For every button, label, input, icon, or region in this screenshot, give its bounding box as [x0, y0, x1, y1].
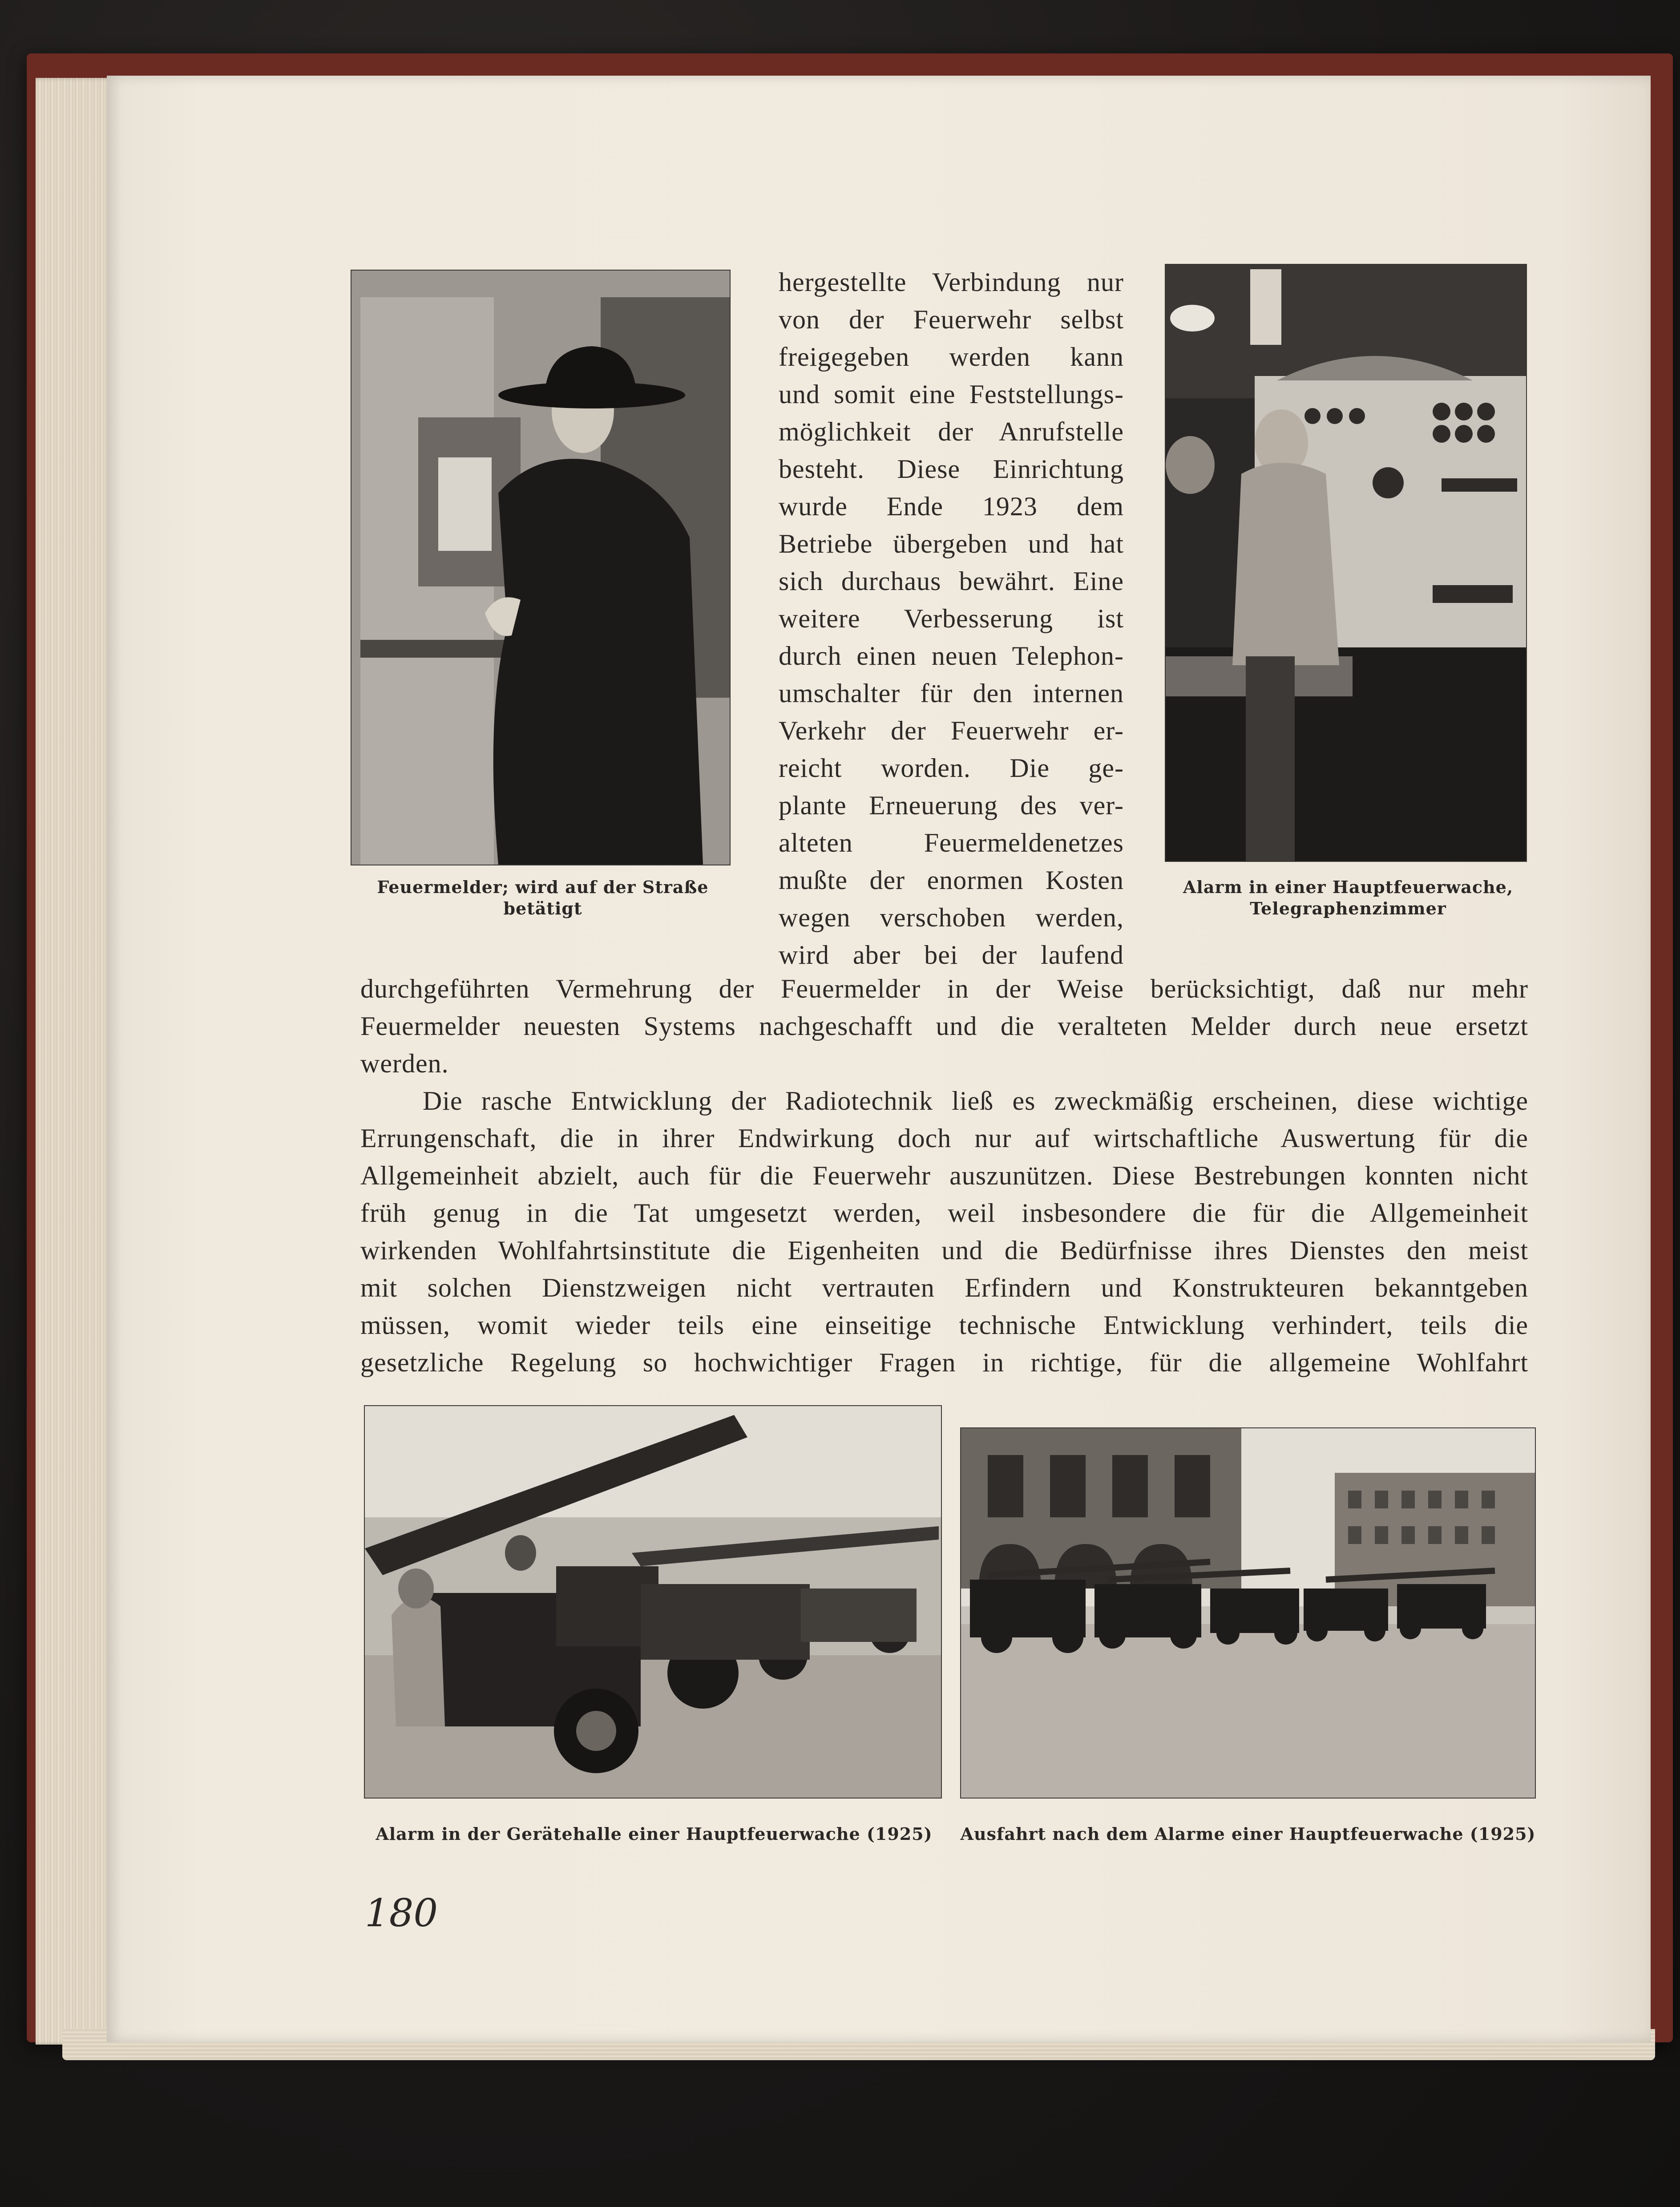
caption-fire-trucks-departure: Ausfahrt nach dem Alarme einer Hauptfeuerwache (1925) — [960, 1824, 1536, 1844]
text-line: reicht worden. Die ge- — [779, 753, 1124, 783]
text-line: hergestellte Verbindung nur — [779, 267, 1124, 297]
photo-equipment-hall — [365, 1406, 941, 1798]
text-line: früh genug in die Tat umgesetzt werden, weil insbesondere die für die Allgemeinheit — [360, 1198, 1528, 1228]
text-line: mit solchen Dienstzweigen nicht vertrauten Erfindern und Konstrukteuren bekanntgeben — [360, 1273, 1528, 1302]
text-line: umschalter für den internen — [779, 679, 1124, 708]
text-line: wird aber bei der laufend — [779, 940, 1124, 970]
text-paragraph-2 — [360, 1082, 1528, 1381]
text-line: wirkenden Wohlfahrtsinstitute die Eigenheiten und die Bedürfnisse ihres Dienstes den meist — [360, 1236, 1528, 1265]
text-line: plante Erneuerung des ver- — [779, 791, 1124, 820]
text-line: gesetzliche Regelung so hochwichtiger Fragen in richtige, für die allgemeine Wohlfahrt — [360, 1348, 1528, 1377]
text-line: Die rasche Entwicklung der Radiotechnik ließ es zweckmäßig erscheinen, diese wichtige — [423, 1086, 1528, 1116]
photo-fire-trucks-departure — [961, 1428, 1535, 1798]
text-line: von der Feuerwehr selbst — [779, 305, 1124, 334]
text-line: freigegeben werden kann — [779, 342, 1124, 372]
text-line: durchgeführten Vermehrung der Feuermelder in der Weise berücksichtigt, daß nur mehr — [360, 974, 1528, 1003]
caption-line: Alarm in einer Hauptfeuerwache, — [1183, 877, 1514, 897]
text-line: werden. — [360, 1049, 449, 1078]
photo-fire-alarm-box — [351, 271, 730, 865]
text-line: und somit eine Feststellungs- — [779, 380, 1124, 409]
text-line: möglichkeit der Anrufstelle — [779, 417, 1124, 446]
text-line: mußte der enormen Kosten — [779, 865, 1124, 895]
text-line: Betriebe übergeben und hat — [779, 529, 1124, 558]
text-line: Feuermelder neuesten Systems nachgeschafft und die veralteten Melder durch neue ersetzt — [360, 1011, 1528, 1041]
text-line: wegen verschoben werden, — [779, 903, 1124, 932]
page-number: 180 — [365, 1891, 438, 1936]
caption-equipment-hall: Alarm in der Gerätehalle einer Hauptfeuerwache (1925) — [376, 1824, 933, 1844]
caption-line: Telegraphenzimmer — [1250, 898, 1446, 918]
caption-telegraph-room — [1148, 877, 1548, 919]
text-line: besteht. Diese Einrichtung — [779, 454, 1124, 484]
text-line: müssen, womit wieder teils eine einseitige technische Entwicklung verhindert, teils die — [360, 1310, 1528, 1340]
book-page — [107, 76, 1651, 2042]
text-paragraph-1 — [360, 970, 1528, 1082]
caption-fire-alarm-box — [338, 877, 747, 919]
text-line: sich durchaus bewährt. Eine — [779, 566, 1124, 596]
text-line: durch einen neuen Telephon- — [779, 641, 1124, 671]
text-line: Errungenschaft, die in ihrer Endwirkung doch nur auf wirtschaftliche Auswertung für die — [360, 1124, 1528, 1153]
text-line: wurde Ende 1923 dem — [779, 492, 1124, 521]
photo-telegraph-room — [1166, 265, 1526, 861]
text-narrow-column — [779, 263, 1124, 974]
text-line: Verkehr der Feuerwehr er- — [779, 716, 1124, 745]
text-line: Allgemeinheit abzielt, auch für die Feuerwehr auszunützen. Diese Bestrebungen konnten nicht — [360, 1161, 1528, 1190]
caption-line: Feuermelder; wird auf der Straße — [377, 877, 709, 897]
text-line: weitere Verbesserung ist — [779, 604, 1124, 633]
text-line: alteten Feuermeldenetzes — [779, 828, 1124, 857]
caption-line: betätigt — [503, 898, 582, 918]
